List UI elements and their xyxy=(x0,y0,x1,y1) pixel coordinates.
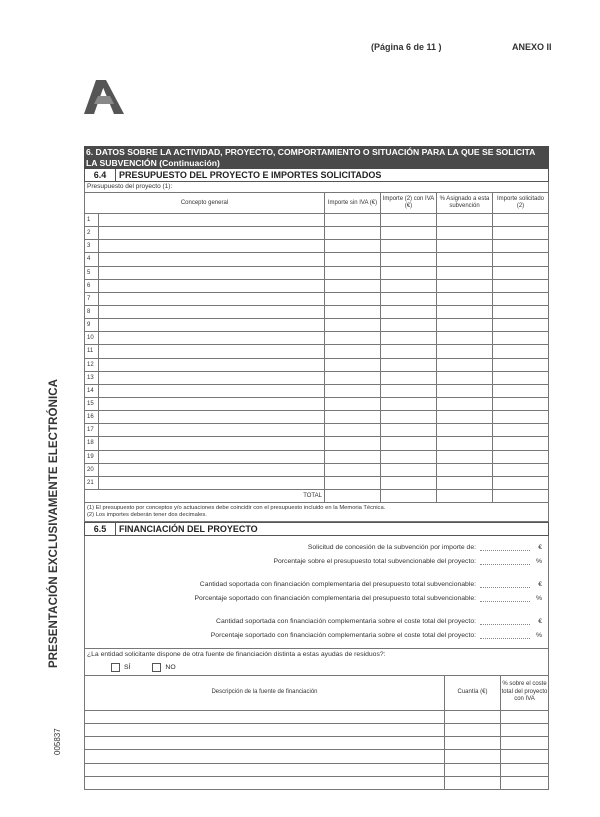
section-number: 6.4 xyxy=(85,169,116,181)
concepto-cell[interactable] xyxy=(99,424,325,437)
row-number: 14 xyxy=(85,384,99,397)
col-porcentaje-coste: % sobre el coste total del proyecto con IVA xyxy=(501,675,549,710)
row-number: 18 xyxy=(85,437,99,450)
budget-header-row xyxy=(85,193,549,214)
total-con-iva-cell[interactable] xyxy=(381,489,437,502)
field-porcentaje-complementaria-coste-total xyxy=(211,630,542,639)
porcentaje-cell[interactable] xyxy=(437,319,493,332)
cuantia-cell[interactable] xyxy=(445,750,501,763)
col-importe-solicitado: Importe solicitado (2) xyxy=(493,193,549,214)
cuantia-cell[interactable] xyxy=(445,763,501,776)
yes-label: SÍ xyxy=(124,664,131,671)
budget-row xyxy=(85,345,549,358)
concepto-cell[interactable] xyxy=(99,253,325,266)
page-indicator: (Página 6 de 11 ) xyxy=(371,42,442,52)
row-number: 19 xyxy=(85,450,99,463)
row-number: 20 xyxy=(85,463,99,476)
budget-row xyxy=(85,476,549,489)
budget-row xyxy=(85,463,549,476)
porcentaje-cell[interactable] xyxy=(437,332,493,345)
budget-row xyxy=(85,397,549,410)
importe-sin-iva-cell[interactable] xyxy=(325,345,381,358)
budget-row xyxy=(85,240,549,253)
row-number: 21 xyxy=(85,476,99,489)
importe-con-iva-cell[interactable] xyxy=(381,332,437,345)
porcentaje-coste-cell[interactable] xyxy=(501,750,549,763)
total-spacer xyxy=(85,489,99,502)
field-label: Cantidad soportada con financiación complementaria sobre el coste total del proyecto: xyxy=(216,617,476,625)
importe-solicitado-cell[interactable] xyxy=(493,437,549,450)
importe-sin-iva-cell[interactable] xyxy=(325,384,381,397)
importe-solicitado-cell[interactable] xyxy=(493,292,549,305)
budget-table xyxy=(84,192,549,503)
field-importe-subvencion xyxy=(308,542,542,551)
concepto-cell[interactable] xyxy=(99,319,325,332)
field-unit: € xyxy=(538,617,542,625)
porcentaje-cell[interactable] xyxy=(437,411,493,424)
note-2: (2) Los importes deberán tener dos decimales. xyxy=(87,512,207,519)
row-number: 16 xyxy=(85,411,99,424)
col-importe-con-iva: Importe (2) con IVA (€) xyxy=(381,193,437,214)
field-input[interactable] xyxy=(480,579,530,588)
descripcion-cell[interactable] xyxy=(85,723,445,736)
porcentaje-cell[interactable] xyxy=(437,424,493,437)
importe-con-iva-cell[interactable] xyxy=(381,384,437,397)
concepto-cell[interactable] xyxy=(99,332,325,345)
cuantia-cell[interactable] xyxy=(445,776,501,789)
row-number: 5 xyxy=(85,266,99,279)
section-6-4-header xyxy=(84,169,549,182)
budget-row xyxy=(85,227,549,240)
row-number: 6 xyxy=(85,279,99,292)
row-number: 8 xyxy=(85,305,99,318)
importe-con-iva-cell[interactable] xyxy=(381,266,437,279)
porcentaje-coste-cell[interactable] xyxy=(501,737,549,750)
funding-row xyxy=(85,710,549,723)
budget-row xyxy=(85,371,549,384)
other-funding-options xyxy=(84,661,549,675)
importe-sin-iva-cell[interactable] xyxy=(325,371,381,384)
total-solicitado-cell[interactable] xyxy=(493,489,549,502)
funding-row xyxy=(85,763,549,776)
funding-sources-table xyxy=(84,675,549,791)
budget-row xyxy=(85,424,549,437)
porcentaje-coste-cell[interactable] xyxy=(501,776,549,789)
row-number: 17 xyxy=(85,424,99,437)
field-label: Porcentaje sobre el presupuesto total subvencionable del proyecto: xyxy=(273,557,476,565)
no-label: NO xyxy=(165,664,176,671)
row-number: 10 xyxy=(85,332,99,345)
importe-sin-iva-cell[interactable] xyxy=(325,437,381,450)
importe-con-iva-cell[interactable] xyxy=(381,279,437,292)
cuantia-cell[interactable] xyxy=(445,723,501,736)
field-unit: € xyxy=(538,580,542,588)
importe-sin-iva-cell[interactable] xyxy=(325,463,381,476)
note-1: (1) El presupuesto por conceptos y/o actuaciones debe coincidir con el presupuesto incluido en la Memoria Técnica. xyxy=(87,505,386,512)
importe-solicitado-cell[interactable] xyxy=(493,424,549,437)
porcentaje-cell[interactable] xyxy=(437,240,493,253)
funding-header-row xyxy=(85,675,549,710)
importe-sin-iva-cell[interactable] xyxy=(325,397,381,410)
importe-sin-iva-cell[interactable] xyxy=(325,240,381,253)
budget-row xyxy=(85,384,549,397)
importe-solicitado-cell[interactable] xyxy=(493,345,549,358)
field-input[interactable] xyxy=(480,616,530,625)
importe-solicitado-cell[interactable] xyxy=(493,332,549,345)
importe-con-iva-cell[interactable] xyxy=(381,214,437,227)
porcentaje-cell[interactable] xyxy=(437,397,493,410)
porcentaje-cell[interactable] xyxy=(437,227,493,240)
field-label: Porcentaje soportado con financiación complementaria del presupuesto total subvencionable: xyxy=(194,594,476,602)
importe-con-iva-cell[interactable] xyxy=(381,463,437,476)
field-unit: € xyxy=(538,543,542,551)
row-number: 7 xyxy=(85,292,99,305)
yes-checkbox[interactable] xyxy=(111,663,120,672)
porcentaje-cell[interactable] xyxy=(437,450,493,463)
importe-solicitado-cell[interactable] xyxy=(493,397,549,410)
field-input[interactable] xyxy=(480,593,530,602)
concepto-cell[interactable] xyxy=(99,450,325,463)
budget-row xyxy=(85,450,549,463)
importe-solicitado-cell[interactable] xyxy=(493,463,549,476)
side-vertical-text: PRESENTACIÓN EXCLUSIVAMENTE ELECTRÓNICA xyxy=(48,378,60,668)
field-label: Cantidad soportada con financiación complementaria del presupuesto total subvencionable: xyxy=(199,580,476,588)
budget-row xyxy=(85,319,549,332)
cuantia-cell[interactable] xyxy=(445,710,501,723)
importe-solicitado-cell[interactable] xyxy=(493,253,549,266)
importe-sin-iva-cell[interactable] xyxy=(325,476,381,489)
concepto-cell[interactable] xyxy=(99,292,325,305)
budget-label: Presupuesto del proyecto (1): xyxy=(84,182,549,192)
budget-row xyxy=(85,253,549,266)
importe-con-iva-cell[interactable] xyxy=(381,411,437,424)
importe-sin-iva-cell[interactable] xyxy=(325,214,381,227)
concepto-cell[interactable] xyxy=(99,411,325,424)
importe-con-iva-cell[interactable] xyxy=(381,253,437,266)
porcentaje-coste-cell[interactable] xyxy=(501,763,549,776)
importe-sin-iva-cell[interactable] xyxy=(325,319,381,332)
field-unit: % xyxy=(535,594,542,602)
importe-con-iva-cell[interactable] xyxy=(381,397,437,410)
importe-sin-iva-cell[interactable] xyxy=(325,411,381,424)
field-porcentaje-subvencionable xyxy=(273,556,542,565)
concepto-cell[interactable] xyxy=(99,463,325,476)
concepto-cell[interactable] xyxy=(99,384,325,397)
porcentaje-cell[interactable] xyxy=(437,345,493,358)
importe-con-iva-cell[interactable] xyxy=(381,305,437,318)
budget-row xyxy=(85,292,549,305)
budget-row xyxy=(85,332,549,345)
concepto-cell[interactable] xyxy=(99,227,325,240)
concepto-cell[interactable] xyxy=(99,476,325,489)
importe-solicitado-cell[interactable] xyxy=(493,319,549,332)
row-number: 11 xyxy=(85,345,99,358)
field-input[interactable] xyxy=(480,630,530,639)
importe-sin-iva-cell[interactable] xyxy=(325,358,381,371)
porcentaje-cell[interactable] xyxy=(437,371,493,384)
porcentaje-cell[interactable] xyxy=(437,358,493,371)
section-title: PRESUPUESTO DEL PROYECTO E IMPORTES SOLICITADOS xyxy=(119,170,382,180)
concepto-cell[interactable] xyxy=(99,240,325,253)
descripcion-cell[interactable] xyxy=(85,737,445,750)
importe-sin-iva-cell[interactable] xyxy=(325,266,381,279)
concepto-cell[interactable] xyxy=(99,437,325,450)
row-number: 9 xyxy=(85,319,99,332)
total-label: TOTAL xyxy=(99,489,325,502)
field-label: Porcentaje soportado con financiación complementaria sobre el coste total del proyecto: xyxy=(210,631,476,639)
importe-con-iva-cell[interactable] xyxy=(381,345,437,358)
budget-row xyxy=(85,437,549,450)
row-number: 15 xyxy=(85,397,99,410)
concepto-cell[interactable] xyxy=(99,266,325,279)
budget-row xyxy=(85,279,549,292)
funding-row xyxy=(85,776,549,789)
row-number: 2 xyxy=(85,227,99,240)
descripcion-cell[interactable] xyxy=(85,710,445,723)
descripcion-cell[interactable] xyxy=(85,776,445,789)
financing-fields xyxy=(84,536,549,648)
row-number: 13 xyxy=(85,371,99,384)
concepto-cell[interactable] xyxy=(99,397,325,410)
field-input[interactable] xyxy=(480,542,530,551)
importe-solicitado-cell[interactable] xyxy=(493,214,549,227)
importe-solicitado-cell[interactable] xyxy=(493,411,549,424)
concepto-cell[interactable] xyxy=(99,214,325,227)
budget-row xyxy=(85,214,549,227)
junta-logo-icon xyxy=(84,80,124,114)
importe-con-iva-cell[interactable] xyxy=(381,227,437,240)
field-cantidad-complementaria-coste-total xyxy=(216,616,542,625)
importe-solicitado-cell[interactable] xyxy=(493,279,549,292)
col-cuantia: Cuantía (€) xyxy=(445,675,501,710)
col-descripcion: Descripción de la fuente de financiación xyxy=(85,675,445,710)
importe-con-iva-cell[interactable] xyxy=(381,437,437,450)
col-importe-sin-iva: Importe sin IVA (€) xyxy=(325,193,381,214)
importe-solicitado-cell[interactable] xyxy=(493,358,549,371)
row-number: 3 xyxy=(85,240,99,253)
descripcion-cell[interactable] xyxy=(85,750,445,763)
importe-solicitado-cell[interactable] xyxy=(493,384,549,397)
cuantia-cell[interactable] xyxy=(445,737,501,750)
importe-con-iva-cell[interactable] xyxy=(381,292,437,305)
porcentaje-cell[interactable] xyxy=(437,253,493,266)
importe-sin-iva-cell[interactable] xyxy=(325,305,381,318)
no-checkbox[interactable] xyxy=(152,663,161,672)
importe-solicitado-cell[interactable] xyxy=(493,305,549,318)
importe-sin-iva-cell[interactable] xyxy=(325,332,381,345)
section-number: 6.5 xyxy=(85,523,116,535)
budget-row xyxy=(85,305,549,318)
porcentaje-cell[interactable] xyxy=(437,476,493,489)
field-porcentaje-complementaria-subvencionable xyxy=(195,593,543,602)
budget-row xyxy=(85,411,549,424)
importe-con-iva-cell[interactable] xyxy=(381,240,437,253)
importe-sin-iva-cell[interactable] xyxy=(325,292,381,305)
porcentaje-cell[interactable] xyxy=(437,463,493,476)
importe-sin-iva-cell[interactable] xyxy=(325,424,381,437)
budget-notes xyxy=(84,503,549,521)
porcentaje-cell[interactable] xyxy=(437,279,493,292)
annex-label: ANEXO II xyxy=(512,42,552,52)
importe-con-iva-cell[interactable] xyxy=(381,319,437,332)
section-6-5-header xyxy=(84,522,549,536)
porcentaje-coste-cell[interactable] xyxy=(501,723,549,736)
porcentaje-coste-cell[interactable] xyxy=(501,710,549,723)
row-number: 1 xyxy=(85,214,99,227)
porcentaje-cell[interactable] xyxy=(437,292,493,305)
budget-row xyxy=(85,358,549,371)
total-sin-iva-cell[interactable] xyxy=(325,489,381,502)
concepto-cell[interactable] xyxy=(99,305,325,318)
col-porcentaje: % Asignado a esta subvención xyxy=(437,193,493,214)
porcentaje-cell[interactable] xyxy=(437,214,493,227)
importe-con-iva-cell[interactable] xyxy=(381,371,437,384)
concepto-cell[interactable] xyxy=(99,358,325,371)
other-funding-question: ¿La entidad solicitante dispone de otra fuente de financiación distinta a estas ayudas de residuos?: xyxy=(84,648,549,661)
importe-con-iva-cell[interactable] xyxy=(381,476,437,489)
budget-row xyxy=(85,266,549,279)
descripcion-cell[interactable] xyxy=(85,763,445,776)
importe-con-iva-cell[interactable] xyxy=(381,450,437,463)
field-cantidad-complementaria-subvencionable xyxy=(200,579,542,588)
porcentaje-cell[interactable] xyxy=(437,305,493,318)
importe-solicitado-cell[interactable] xyxy=(493,476,549,489)
porcentaje-cell[interactable] xyxy=(437,437,493,450)
form-code: 005837 xyxy=(53,728,62,755)
funding-row xyxy=(85,737,549,750)
importe-con-iva-cell[interactable] xyxy=(381,358,437,371)
col-concepto: Concepto general xyxy=(85,193,325,214)
porcentaje-cell[interactable] xyxy=(437,266,493,279)
importe-con-iva-cell[interactable] xyxy=(381,424,437,437)
importe-sin-iva-cell[interactable] xyxy=(325,450,381,463)
total-row xyxy=(85,489,549,502)
importe-solicitado-cell[interactable] xyxy=(493,266,549,279)
importe-sin-iva-cell[interactable] xyxy=(325,253,381,266)
importe-solicitado-cell[interactable] xyxy=(493,240,549,253)
concepto-cell[interactable] xyxy=(99,371,325,384)
importe-sin-iva-cell[interactable] xyxy=(325,279,381,292)
row-number: 4 xyxy=(85,253,99,266)
row-number: 12 xyxy=(85,358,99,371)
form-body xyxy=(84,146,549,790)
importe-solicitado-cell[interactable] xyxy=(493,371,549,384)
importe-solicitado-cell[interactable] xyxy=(493,450,549,463)
section-title: FINANCIACIÓN DEL PROYECTO xyxy=(119,523,258,534)
porcentaje-cell[interactable] xyxy=(437,384,493,397)
concepto-cell[interactable] xyxy=(99,279,325,292)
importe-solicitado-cell[interactable] xyxy=(493,227,549,240)
field-unit: % xyxy=(535,631,542,639)
total-porcentaje-cell[interactable] xyxy=(437,489,493,502)
funding-row xyxy=(85,723,549,736)
importe-sin-iva-cell[interactable] xyxy=(325,227,381,240)
section-6-title: 6. DATOS SOBRE LA ACTIVIDAD, PROYECTO, COMPORTAMIENTO O SITUACIÓN PARA LA QUE SE SOLICITA LA SUBVENCIÓN (Continuación) xyxy=(84,146,549,169)
field-unit: % xyxy=(535,557,542,565)
field-label: Solicitud de concesión de la subvención por importe de: xyxy=(307,543,476,551)
field-input[interactable] xyxy=(480,556,530,565)
funding-row xyxy=(85,750,549,763)
concepto-cell[interactable] xyxy=(99,345,325,358)
